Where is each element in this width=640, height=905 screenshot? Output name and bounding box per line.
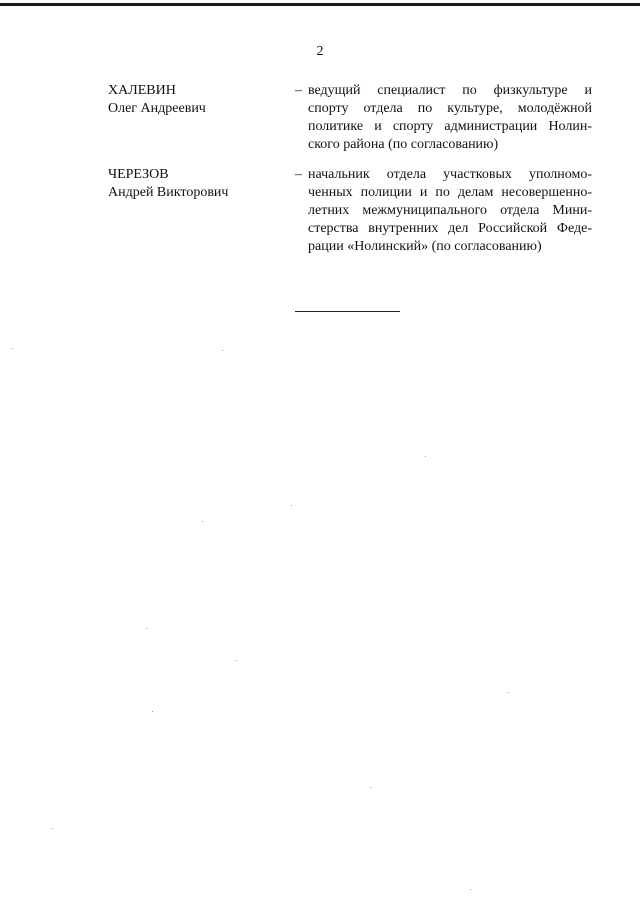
member-given-names: Олег Андреевич — [108, 101, 206, 116]
member-given-names: Андрей Викторович — [108, 185, 229, 200]
role-line: рации «Нолинский» (по согласованию) — [308, 239, 542, 254]
member-surname: ХАЛЕВИН — [108, 83, 176, 98]
role-line: ского района (по согласованию) — [308, 137, 499, 152]
scan-speck — [370, 787, 371, 788]
scan-top-border — [0, 3, 640, 6]
scan-speck — [146, 628, 147, 629]
scan-speck — [470, 889, 471, 890]
closing-rule — [295, 311, 400, 312]
member-role — [308, 82, 592, 154]
role-line: стерства внутренних дел Российской Феде- — [308, 221, 592, 236]
scan-speck — [152, 711, 153, 712]
role-line: ведущий специалист по физкультуре и — [308, 83, 592, 98]
role-line: летних межмуниципального отдела Мини- — [308, 203, 592, 218]
role-line: спорту отдела по культуре, молодёжной — [308, 101, 592, 116]
scan-speck — [508, 692, 509, 693]
scan-speck — [291, 505, 292, 506]
scan-speck — [12, 348, 13, 349]
role-line: начальник отдела участковых уполномо- — [308, 167, 592, 182]
scan-speck — [202, 521, 203, 522]
role-line: ченных полиции и по делам несовершенно- — [308, 185, 592, 200]
member-name-block — [108, 166, 278, 202]
member-role — [308, 166, 592, 256]
entry-dash: – — [295, 167, 302, 182]
page-number: 2 — [316, 44, 324, 59]
scan-speck — [236, 660, 237, 661]
entry-dash: – — [295, 83, 302, 98]
member-surname: ЧЕРЕЗОВ — [108, 167, 169, 182]
scan-speck — [222, 350, 223, 351]
role-line: политике и спорту администрации Нолин- — [308, 119, 592, 134]
scan-speck — [52, 828, 53, 829]
scan-speck — [425, 456, 426, 457]
member-name-block — [108, 82, 278, 118]
